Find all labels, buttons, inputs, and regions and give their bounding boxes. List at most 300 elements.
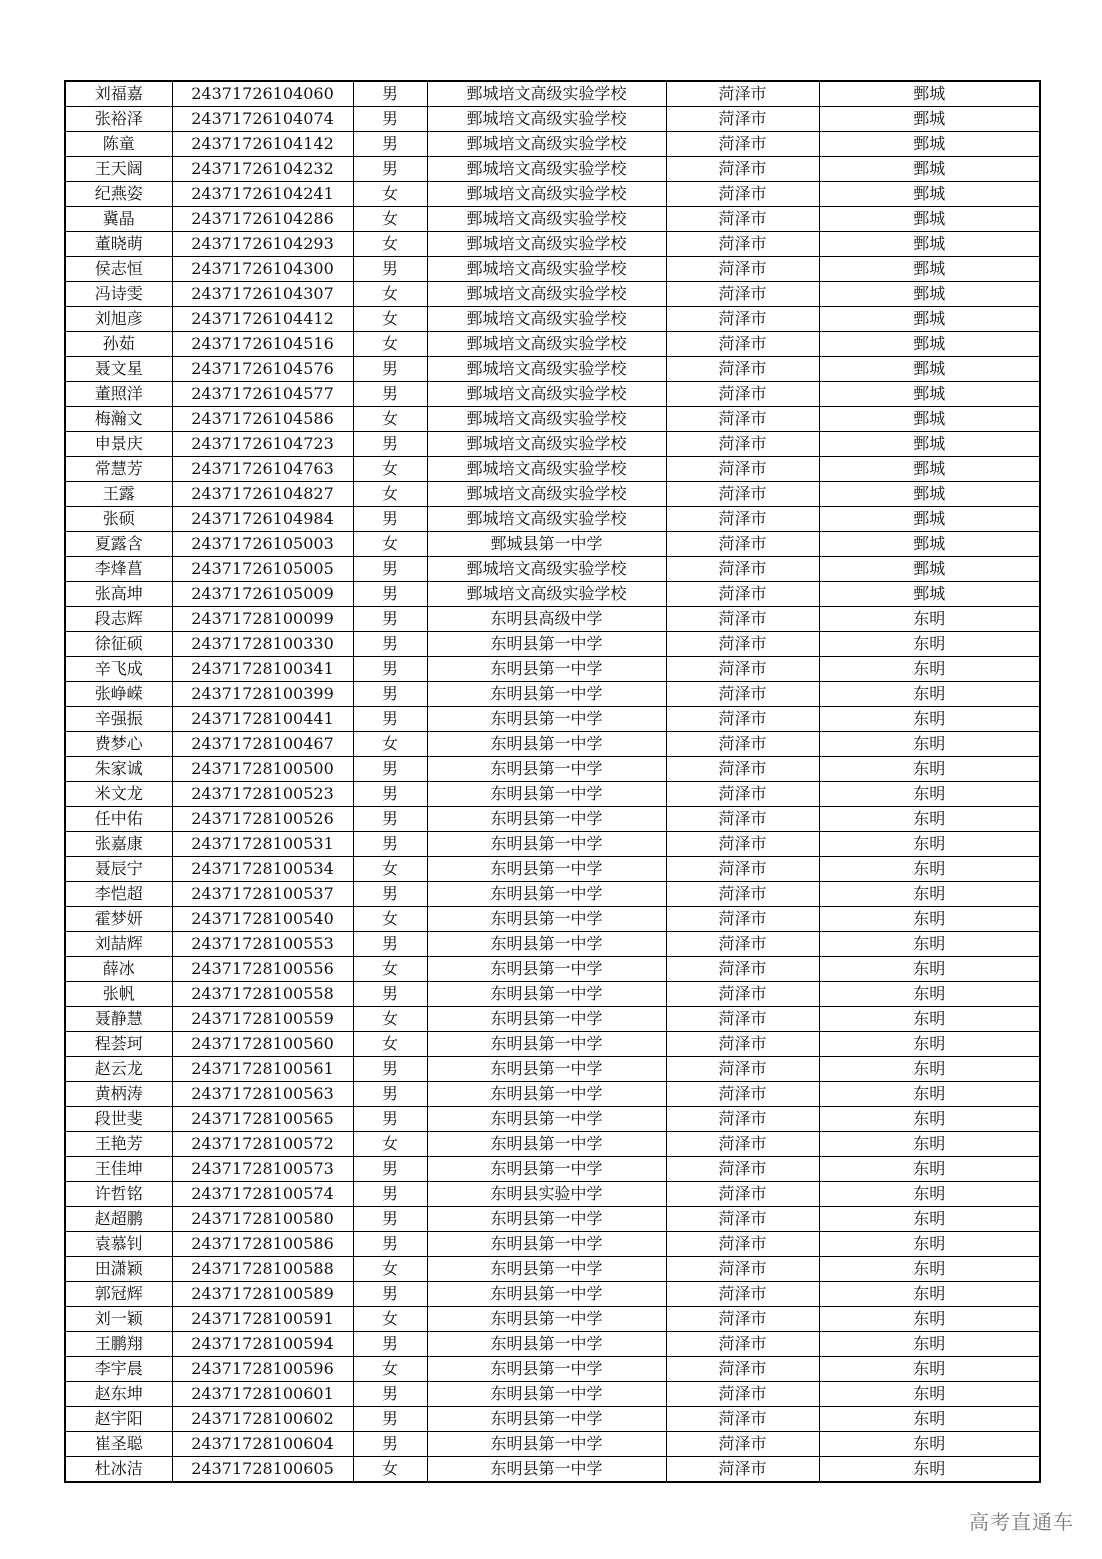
city-cell: 菏泽市 bbox=[666, 1107, 819, 1132]
gender-cell: 女 bbox=[353, 332, 427, 357]
student-name-cell: 王鹏翔 bbox=[65, 1332, 172, 1357]
gender-cell: 女 bbox=[353, 282, 427, 307]
county-cell: 东明 bbox=[819, 1257, 1040, 1282]
city-cell: 菏泽市 bbox=[666, 1382, 819, 1407]
gender-cell: 男 bbox=[353, 382, 427, 407]
city-cell: 菏泽市 bbox=[666, 407, 819, 432]
table-row bbox=[65, 607, 1040, 632]
student-name-cell: 刘喆辉 bbox=[65, 932, 172, 957]
gender-cell: 男 bbox=[353, 1282, 427, 1307]
exam-number-cell: 24371728100099 bbox=[172, 607, 353, 632]
school-cell: 东明县第一中学 bbox=[427, 682, 666, 707]
county-cell: 鄄城 bbox=[819, 582, 1040, 607]
county-cell: 东明 bbox=[819, 682, 1040, 707]
student-name-cell: 聂静慧 bbox=[65, 1007, 172, 1032]
exam-number-cell: 24371726105009 bbox=[172, 582, 353, 607]
table-row bbox=[65, 1432, 1040, 1457]
school-cell: 鄄城培文高级实验学校 bbox=[427, 407, 666, 432]
gender-cell: 男 bbox=[353, 507, 427, 532]
student-name-cell: 朱家诚 bbox=[65, 757, 172, 782]
table-row bbox=[65, 1057, 1040, 1082]
exam-number-cell: 24371726104586 bbox=[172, 407, 353, 432]
table-row bbox=[65, 332, 1040, 357]
school-cell: 东明县第一中学 bbox=[427, 1382, 666, 1407]
city-cell: 菏泽市 bbox=[666, 1257, 819, 1282]
county-cell: 东明 bbox=[819, 1332, 1040, 1357]
student-name-cell: 王露 bbox=[65, 482, 172, 507]
school-cell: 鄄城培文高级实验学校 bbox=[427, 157, 666, 182]
school-cell: 东明县第一中学 bbox=[427, 1232, 666, 1257]
city-cell: 菏泽市 bbox=[666, 932, 819, 957]
table-row bbox=[65, 882, 1040, 907]
table-row bbox=[65, 582, 1040, 607]
roster-body bbox=[65, 81, 1040, 1482]
county-cell: 东明 bbox=[819, 982, 1040, 1007]
table-row bbox=[65, 857, 1040, 882]
county-cell: 东明 bbox=[819, 1282, 1040, 1307]
table-row bbox=[65, 907, 1040, 932]
gender-cell: 女 bbox=[353, 1457, 427, 1483]
table-row bbox=[65, 1032, 1040, 1057]
gender-cell: 男 bbox=[353, 357, 427, 382]
county-cell: 鄄城 bbox=[819, 157, 1040, 182]
student-name-cell: 刘旭彦 bbox=[65, 307, 172, 332]
student-name-cell: 辛强振 bbox=[65, 707, 172, 732]
exam-number-cell: 24371728100596 bbox=[172, 1357, 353, 1382]
school-cell: 东明县第一中学 bbox=[427, 907, 666, 932]
table-row bbox=[65, 657, 1040, 682]
student-name-cell: 张帆 bbox=[65, 982, 172, 1007]
exam-number-cell: 24371728100560 bbox=[172, 1032, 353, 1057]
exam-number-cell: 24371726104241 bbox=[172, 182, 353, 207]
student-name-cell: 杜冰洁 bbox=[65, 1457, 172, 1483]
exam-number-cell: 24371726104576 bbox=[172, 357, 353, 382]
county-cell: 鄄城 bbox=[819, 557, 1040, 582]
gender-cell: 男 bbox=[353, 107, 427, 132]
school-cell: 鄄城培文高级实验学校 bbox=[427, 582, 666, 607]
exam-number-cell: 24371728100604 bbox=[172, 1432, 353, 1457]
student-name-cell: 袁慕钊 bbox=[65, 1232, 172, 1257]
gender-cell: 女 bbox=[353, 1307, 427, 1332]
exam-number-cell: 24371728100565 bbox=[172, 1107, 353, 1132]
school-cell: 东明县第一中学 bbox=[427, 1007, 666, 1032]
student-name-cell: 赵东坤 bbox=[65, 1382, 172, 1407]
school-cell: 东明县第一中学 bbox=[427, 1457, 666, 1483]
county-cell: 鄄城 bbox=[819, 182, 1040, 207]
gender-cell: 男 bbox=[353, 257, 427, 282]
exam-number-cell: 24371728100526 bbox=[172, 807, 353, 832]
county-cell: 东明 bbox=[819, 1057, 1040, 1082]
city-cell: 菏泽市 bbox=[666, 1282, 819, 1307]
county-cell: 东明 bbox=[819, 1307, 1040, 1332]
city-cell: 菏泽市 bbox=[666, 657, 819, 682]
county-cell: 东明 bbox=[819, 857, 1040, 882]
city-cell: 菏泽市 bbox=[666, 81, 819, 107]
table-row bbox=[65, 1082, 1040, 1107]
city-cell: 菏泽市 bbox=[666, 257, 819, 282]
student-name-cell: 徐征硕 bbox=[65, 632, 172, 657]
exam-number-cell: 24371726104723 bbox=[172, 432, 353, 457]
gender-cell: 男 bbox=[353, 1432, 427, 1457]
exam-number-cell: 24371728100540 bbox=[172, 907, 353, 932]
gender-cell: 男 bbox=[353, 1382, 427, 1407]
student-name-cell: 黄柄涛 bbox=[65, 1082, 172, 1107]
exam-number-cell: 24371728100330 bbox=[172, 632, 353, 657]
student-name-cell: 郭冠辉 bbox=[65, 1282, 172, 1307]
city-cell: 菏泽市 bbox=[666, 307, 819, 332]
county-cell: 东明 bbox=[819, 1132, 1040, 1157]
school-cell: 东明县实验中学 bbox=[427, 1182, 666, 1207]
gender-cell: 女 bbox=[353, 907, 427, 932]
table-row bbox=[65, 357, 1040, 382]
gender-cell: 男 bbox=[353, 1107, 427, 1132]
table-row bbox=[65, 507, 1040, 532]
county-cell: 鄄城 bbox=[819, 207, 1040, 232]
table-row bbox=[65, 282, 1040, 307]
exam-number-cell: 24371728100589 bbox=[172, 1282, 353, 1307]
table-row bbox=[65, 782, 1040, 807]
county-cell: 鄄城 bbox=[819, 407, 1040, 432]
county-cell: 东明 bbox=[819, 1382, 1040, 1407]
gender-cell: 男 bbox=[353, 1182, 427, 1207]
county-cell: 东明 bbox=[819, 1007, 1040, 1032]
student-name-cell: 刘福嘉 bbox=[65, 81, 172, 107]
exam-number-cell: 24371728100602 bbox=[172, 1407, 353, 1432]
school-cell: 东明县高级中学 bbox=[427, 607, 666, 632]
gender-cell: 女 bbox=[353, 1257, 427, 1282]
city-cell: 菏泽市 bbox=[666, 482, 819, 507]
gender-cell: 男 bbox=[353, 432, 427, 457]
student-name-cell: 侯志恒 bbox=[65, 257, 172, 282]
county-cell: 东明 bbox=[819, 1432, 1040, 1457]
county-cell: 东明 bbox=[819, 1232, 1040, 1257]
table-row bbox=[65, 1407, 1040, 1432]
exam-number-cell: 24371726105005 bbox=[172, 557, 353, 582]
exam-number-cell: 24371728100559 bbox=[172, 1007, 353, 1032]
exam-number-cell: 24371728100467 bbox=[172, 732, 353, 757]
exam-number-cell: 24371726104060 bbox=[172, 81, 353, 107]
table-row bbox=[65, 982, 1040, 1007]
city-cell: 菏泽市 bbox=[666, 1232, 819, 1257]
gender-cell: 女 bbox=[353, 1007, 427, 1032]
school-cell: 东明县第一中学 bbox=[427, 982, 666, 1007]
city-cell: 菏泽市 bbox=[666, 1182, 819, 1207]
exam-number-cell: 24371728100591 bbox=[172, 1307, 353, 1332]
school-cell: 东明县第一中学 bbox=[427, 1332, 666, 1357]
city-cell: 菏泽市 bbox=[666, 1407, 819, 1432]
gender-cell: 男 bbox=[353, 1332, 427, 1357]
gender-cell: 男 bbox=[353, 607, 427, 632]
table-row bbox=[65, 382, 1040, 407]
county-cell: 鄄城 bbox=[819, 332, 1040, 357]
table-row bbox=[65, 1257, 1040, 1282]
gender-cell: 女 bbox=[353, 957, 427, 982]
exam-number-cell: 24371728100572 bbox=[172, 1132, 353, 1157]
school-cell: 东明县第一中学 bbox=[427, 1407, 666, 1432]
school-cell: 鄄城培文高级实验学校 bbox=[427, 232, 666, 257]
city-cell: 菏泽市 bbox=[666, 907, 819, 932]
school-cell: 鄄城培文高级实验学校 bbox=[427, 81, 666, 107]
table-row bbox=[65, 682, 1040, 707]
school-cell: 鄄城培文高级实验学校 bbox=[427, 432, 666, 457]
county-cell: 鄄城 bbox=[819, 532, 1040, 557]
city-cell: 菏泽市 bbox=[666, 882, 819, 907]
county-cell: 东明 bbox=[819, 732, 1040, 757]
exam-number-cell: 24371728100537 bbox=[172, 882, 353, 907]
exam-number-cell: 24371728100523 bbox=[172, 782, 353, 807]
city-cell: 菏泽市 bbox=[666, 507, 819, 532]
city-cell: 菏泽市 bbox=[666, 1057, 819, 1082]
student-name-cell: 程荟珂 bbox=[65, 1032, 172, 1057]
table-row bbox=[65, 107, 1040, 132]
exam-number-cell: 24371726104763 bbox=[172, 457, 353, 482]
student-name-cell: 李宇晨 bbox=[65, 1357, 172, 1382]
county-cell: 东明 bbox=[819, 1157, 1040, 1182]
student-name-cell: 张裕泽 bbox=[65, 107, 172, 132]
county-cell: 东明 bbox=[819, 1032, 1040, 1057]
city-cell: 菏泽市 bbox=[666, 1032, 819, 1057]
city-cell: 菏泽市 bbox=[666, 1357, 819, 1382]
table-row bbox=[65, 1357, 1040, 1382]
city-cell: 菏泽市 bbox=[666, 857, 819, 882]
county-cell: 东明 bbox=[819, 1457, 1040, 1483]
exam-number-cell: 24371728100588 bbox=[172, 1257, 353, 1282]
city-cell: 菏泽市 bbox=[666, 357, 819, 382]
student-name-cell: 赵超鹏 bbox=[65, 1207, 172, 1232]
exam-number-cell: 24371728100563 bbox=[172, 1082, 353, 1107]
city-cell: 菏泽市 bbox=[666, 1207, 819, 1232]
county-cell: 东明 bbox=[819, 782, 1040, 807]
school-cell: 鄄城培文高级实验学校 bbox=[427, 482, 666, 507]
school-cell: 东明县第一中学 bbox=[427, 807, 666, 832]
exam-number-cell: 24371726104074 bbox=[172, 107, 353, 132]
gender-cell: 男 bbox=[353, 982, 427, 1007]
county-cell: 东明 bbox=[819, 632, 1040, 657]
student-name-cell: 董照洋 bbox=[65, 382, 172, 407]
student-name-cell: 任中佑 bbox=[65, 807, 172, 832]
school-cell: 东明县第一中学 bbox=[427, 632, 666, 657]
city-cell: 菏泽市 bbox=[666, 532, 819, 557]
student-name-cell: 霍梦妍 bbox=[65, 907, 172, 932]
county-cell: 东明 bbox=[819, 957, 1040, 982]
gender-cell: 女 bbox=[353, 857, 427, 882]
exam-number-cell: 24371728100601 bbox=[172, 1382, 353, 1407]
county-cell: 东明 bbox=[819, 932, 1040, 957]
student-name-cell: 辛飞成 bbox=[65, 657, 172, 682]
exam-number-cell: 24371728100556 bbox=[172, 957, 353, 982]
gender-cell: 女 bbox=[353, 1132, 427, 1157]
county-cell: 东明 bbox=[819, 707, 1040, 732]
school-cell: 东明县第一中学 bbox=[427, 1357, 666, 1382]
school-cell: 东明县第一中学 bbox=[427, 857, 666, 882]
exam-number-cell: 24371726104577 bbox=[172, 382, 353, 407]
gender-cell: 女 bbox=[353, 182, 427, 207]
school-cell: 东明县第一中学 bbox=[427, 932, 666, 957]
city-cell: 菏泽市 bbox=[666, 182, 819, 207]
county-cell: 东明 bbox=[819, 657, 1040, 682]
city-cell: 菏泽市 bbox=[666, 1007, 819, 1032]
exam-number-cell: 24371728100580 bbox=[172, 1207, 353, 1232]
table-row bbox=[65, 732, 1040, 757]
school-cell: 东明县第一中学 bbox=[427, 1032, 666, 1057]
school-cell: 鄄城培文高级实验学校 bbox=[427, 357, 666, 382]
school-cell: 东明县第一中学 bbox=[427, 1432, 666, 1457]
city-cell: 菏泽市 bbox=[666, 782, 819, 807]
exam-number-cell: 24371728100573 bbox=[172, 1157, 353, 1182]
table-row bbox=[65, 157, 1040, 182]
city-cell: 菏泽市 bbox=[666, 1332, 819, 1357]
gender-cell: 男 bbox=[353, 132, 427, 157]
city-cell: 菏泽市 bbox=[666, 707, 819, 732]
table-row bbox=[65, 807, 1040, 832]
exam-number-cell: 24371726104300 bbox=[172, 257, 353, 282]
student-name-cell: 许哲铭 bbox=[65, 1182, 172, 1207]
school-cell: 鄄城培文高级实验学校 bbox=[427, 332, 666, 357]
table-row bbox=[65, 1307, 1040, 1332]
gender-cell: 女 bbox=[353, 482, 427, 507]
gender-cell: 男 bbox=[353, 632, 427, 657]
school-cell: 东明县第一中学 bbox=[427, 1207, 666, 1232]
student-name-cell: 赵宇阳 bbox=[65, 1407, 172, 1432]
student-name-cell: 李恺超 bbox=[65, 882, 172, 907]
table-row bbox=[65, 182, 1040, 207]
school-cell: 鄄城培文高级实验学校 bbox=[427, 457, 666, 482]
gender-cell: 男 bbox=[353, 832, 427, 857]
table-row bbox=[65, 1107, 1040, 1132]
exam-number-cell: 24371728100341 bbox=[172, 657, 353, 682]
exam-number-cell: 24371728100605 bbox=[172, 1457, 353, 1483]
gender-cell: 女 bbox=[353, 307, 427, 332]
city-cell: 菏泽市 bbox=[666, 132, 819, 157]
student-name-cell: 段世斐 bbox=[65, 1107, 172, 1132]
table-row bbox=[65, 707, 1040, 732]
city-cell: 菏泽市 bbox=[666, 632, 819, 657]
county-cell: 鄄城 bbox=[819, 457, 1040, 482]
table-row bbox=[65, 132, 1040, 157]
city-cell: 菏泽市 bbox=[666, 607, 819, 632]
exam-number-cell: 24371726104293 bbox=[172, 232, 353, 257]
city-cell: 菏泽市 bbox=[666, 1157, 819, 1182]
county-cell: 鄄城 bbox=[819, 432, 1040, 457]
table-row bbox=[65, 81, 1040, 107]
student-name-cell: 刘一颖 bbox=[65, 1307, 172, 1332]
gender-cell: 男 bbox=[353, 1057, 427, 1082]
county-cell: 东明 bbox=[819, 607, 1040, 632]
school-cell: 鄄城培文高级实验学校 bbox=[427, 107, 666, 132]
city-cell: 菏泽市 bbox=[666, 1307, 819, 1332]
county-cell: 东明 bbox=[819, 757, 1040, 782]
student-name-cell: 陈童 bbox=[65, 132, 172, 157]
city-cell: 菏泽市 bbox=[666, 832, 819, 857]
gender-cell: 女 bbox=[353, 232, 427, 257]
student-name-cell: 王佳坤 bbox=[65, 1157, 172, 1182]
table-row bbox=[65, 1207, 1040, 1232]
county-cell: 东明 bbox=[819, 907, 1040, 932]
table-row bbox=[65, 257, 1040, 282]
student-name-cell: 费梦心 bbox=[65, 732, 172, 757]
student-name-cell: 冯诗雯 bbox=[65, 282, 172, 307]
school-cell: 鄄城培文高级实验学校 bbox=[427, 382, 666, 407]
exam-number-cell: 24371728100500 bbox=[172, 757, 353, 782]
city-cell: 菏泽市 bbox=[666, 557, 819, 582]
city-cell: 菏泽市 bbox=[666, 232, 819, 257]
city-cell: 菏泽市 bbox=[666, 332, 819, 357]
gender-cell: 男 bbox=[353, 782, 427, 807]
school-cell: 东明县第一中学 bbox=[427, 757, 666, 782]
school-cell: 东明县第一中学 bbox=[427, 732, 666, 757]
city-cell: 菏泽市 bbox=[666, 682, 819, 707]
table-row bbox=[65, 1182, 1040, 1207]
table-row bbox=[65, 232, 1040, 257]
exam-number-cell: 24371726105003 bbox=[172, 532, 353, 557]
gender-cell: 男 bbox=[353, 932, 427, 957]
student-name-cell: 王天阔 bbox=[65, 157, 172, 182]
table-row bbox=[65, 307, 1040, 332]
table-row bbox=[65, 1157, 1040, 1182]
gender-cell: 男 bbox=[353, 557, 427, 582]
watermark: 高考直通车 bbox=[969, 1510, 1074, 1534]
table-row bbox=[65, 1457, 1040, 1483]
county-cell: 东明 bbox=[819, 832, 1040, 857]
gender-cell: 男 bbox=[353, 1207, 427, 1232]
exam-number-cell: 24371728100558 bbox=[172, 982, 353, 1007]
gender-cell: 男 bbox=[353, 757, 427, 782]
student-name-cell: 夏露含 bbox=[65, 532, 172, 557]
school-cell: 东明县第一中学 bbox=[427, 1282, 666, 1307]
table-row bbox=[65, 632, 1040, 657]
table-row bbox=[65, 1282, 1040, 1307]
city-cell: 菏泽市 bbox=[666, 282, 819, 307]
student-name-cell: 李烽菖 bbox=[65, 557, 172, 582]
roster-sheet bbox=[64, 80, 1041, 1483]
exam-number-cell: 24371726104412 bbox=[172, 307, 353, 332]
city-cell: 菏泽市 bbox=[666, 982, 819, 1007]
school-cell: 东明县第一中学 bbox=[427, 1082, 666, 1107]
student-name-cell: 聂文星 bbox=[65, 357, 172, 382]
county-cell: 东明 bbox=[819, 1082, 1040, 1107]
county-cell: 鄄城 bbox=[819, 482, 1040, 507]
county-cell: 鄄城 bbox=[819, 382, 1040, 407]
gender-cell: 男 bbox=[353, 707, 427, 732]
student-name-cell: 赵云龙 bbox=[65, 1057, 172, 1082]
county-cell: 鄄城 bbox=[819, 507, 1040, 532]
student-name-cell: 王艳芳 bbox=[65, 1132, 172, 1157]
school-cell: 鄄城培文高级实验学校 bbox=[427, 132, 666, 157]
gender-cell: 男 bbox=[353, 1407, 427, 1432]
gender-cell: 女 bbox=[353, 1032, 427, 1057]
exam-number-cell: 24371726104307 bbox=[172, 282, 353, 307]
school-cell: 鄄城培文高级实验学校 bbox=[427, 282, 666, 307]
table-row bbox=[65, 557, 1040, 582]
student-name-cell: 田潇颖 bbox=[65, 1257, 172, 1282]
student-name-cell: 张硕 bbox=[65, 507, 172, 532]
gender-cell: 男 bbox=[353, 807, 427, 832]
table-row bbox=[65, 832, 1040, 857]
city-cell: 菏泽市 bbox=[666, 1132, 819, 1157]
table-row bbox=[65, 932, 1040, 957]
exam-number-cell: 24371728100574 bbox=[172, 1182, 353, 1207]
table-row bbox=[65, 1132, 1040, 1157]
table-row bbox=[65, 1007, 1040, 1032]
student-name-cell: 聂辰宁 bbox=[65, 857, 172, 882]
school-cell: 东明县第一中学 bbox=[427, 1257, 666, 1282]
city-cell: 菏泽市 bbox=[666, 732, 819, 757]
city-cell: 菏泽市 bbox=[666, 457, 819, 482]
school-cell: 东明县第一中学 bbox=[427, 657, 666, 682]
county-cell: 东明 bbox=[819, 1407, 1040, 1432]
gender-cell: 女 bbox=[353, 457, 427, 482]
table-row bbox=[65, 957, 1040, 982]
